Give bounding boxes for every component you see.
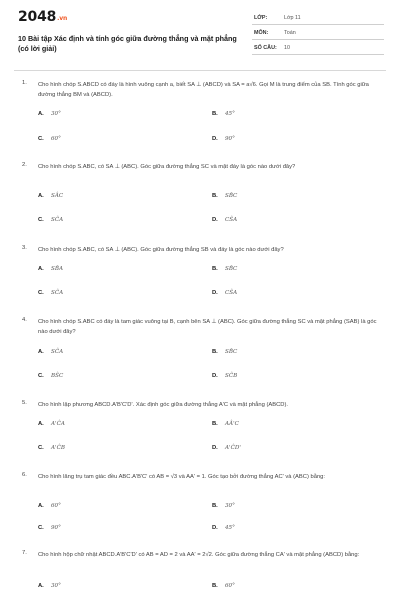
option-b[interactable]: B. SB̂C — [212, 193, 238, 199]
option-b[interactable]: B. AÂ'C — [212, 421, 239, 427]
question-text: Cho hình hộp chữ nhật ABCD.A'B'C'D' có AB = AD = 2 và AA' = 2√2. Góc giữa đường thẳng CA' và mặt phẳng (ABCD) bằng: — [38, 552, 360, 558]
page-title: 10 Bài tập Xác định và tính góc giữa đường thẳng và mặt phẳng (có lời giải) — [18, 34, 237, 53]
option-c[interactable]: C. A'ĈB — [38, 445, 65, 451]
meta-value: 10 — [284, 45, 290, 51]
question-text: Cho hình lập phương ABCD.A'B'C'D'. Xác định góc giữa đường thẳng A'C và mặt phẳng (ABCD). — [38, 402, 289, 408]
option-a[interactable]: A. SĈA — [38, 349, 64, 355]
page-header — [0, 0, 400, 66]
option-d[interactable]: D. 45° — [212, 525, 235, 531]
meta-value: Toán — [284, 30, 296, 36]
meta-table — [252, 10, 384, 55]
meta-row-class — [252, 10, 384, 25]
option-d[interactable]: D. CŜA — [212, 217, 238, 223]
option-d[interactable]: D. A'ĈD' — [212, 445, 241, 451]
header-divider — [14, 70, 386, 71]
site-logo[interactable]: 2048.vn — [18, 9, 68, 25]
question-text: Cho hình chóp S.ABC, có SA ⊥ (ABC). Góc giữa đường thẳng SB và đáy là góc nào dưới đây? — [38, 247, 284, 253]
option-c[interactable]: C. BŜC — [38, 373, 64, 379]
option-d[interactable]: D. CŜA — [212, 290, 238, 296]
option-a[interactable]: A. 30° — [38, 111, 61, 117]
option-b[interactable]: B. 60° — [212, 583, 235, 589]
option-b[interactable]: B. 45° — [212, 111, 235, 117]
option-a[interactable]: A. 60° — [38, 503, 61, 509]
question-number: 7. — [22, 550, 27, 556]
question-number: 2. — [22, 162, 27, 168]
meta-row-subject — [252, 25, 384, 40]
option-c[interactable]: C. SĈA — [38, 217, 64, 223]
option-a[interactable]: A. SB̂A — [38, 266, 63, 272]
option-a[interactable]: A. SÂC — [38, 193, 64, 199]
option-d[interactable]: D. SĈB — [212, 373, 238, 379]
meta-label: LỚP: — [254, 15, 268, 21]
question-text: Cho hình chóp S.ABCD có đáy là hình vuông cạnh a, biết SA ⊥ (ABCD) và SA = a√6. Gọi M là trung điểm của SB. Tính góc giữa đường thẳng BM và (ABCD). — [38, 82, 369, 98]
question-text: Cho hình lăng trụ tam giác đều ABC.A'B'C' có AB = √3 và AA' = 1. Góc tạo bởi đường thẳng AC' và (ABC) bằng: — [38, 474, 326, 480]
option-a[interactable]: A. A'ĈA — [38, 421, 65, 427]
option-c[interactable]: C. SĈA — [38, 290, 64, 296]
question-number: 6. — [22, 472, 27, 478]
meta-row-count — [252, 40, 384, 55]
option-b[interactable]: B. 30° — [212, 503, 235, 509]
option-c[interactable]: C. 60° — [38, 136, 61, 142]
question-number: 5. — [22, 400, 27, 406]
option-d[interactable]: D. 90° — [212, 136, 235, 142]
option-a[interactable]: A. 30° — [38, 583, 61, 589]
option-b[interactable]: B. SB̂C — [212, 266, 238, 272]
meta-value: Lớp 11 — [284, 15, 301, 21]
question-number: 4. — [22, 317, 27, 323]
question-number: 1. — [22, 80, 27, 86]
question-number: 3. — [22, 245, 27, 251]
meta-label: SỐ CÂU: — [254, 45, 277, 51]
question-text: Cho hình chóp S.ABC, có SA ⊥ (ABC). Góc giữa đường thẳng SC và mặt đáy là góc nào dưới đây? — [38, 164, 296, 170]
option-b[interactable]: B. SB̂C — [212, 349, 238, 355]
meta-label: MÔN: — [254, 30, 269, 36]
option-c[interactable]: C. 90° — [38, 525, 61, 531]
question-text: Cho hình chóp S.ABC có đáy là tam giác vuông tại B, cạnh bên SA ⊥ (ABC). Góc giữa đường thẳng SC và mặt phẳng (SAB) là góc nào dưới đây? — [38, 319, 377, 335]
